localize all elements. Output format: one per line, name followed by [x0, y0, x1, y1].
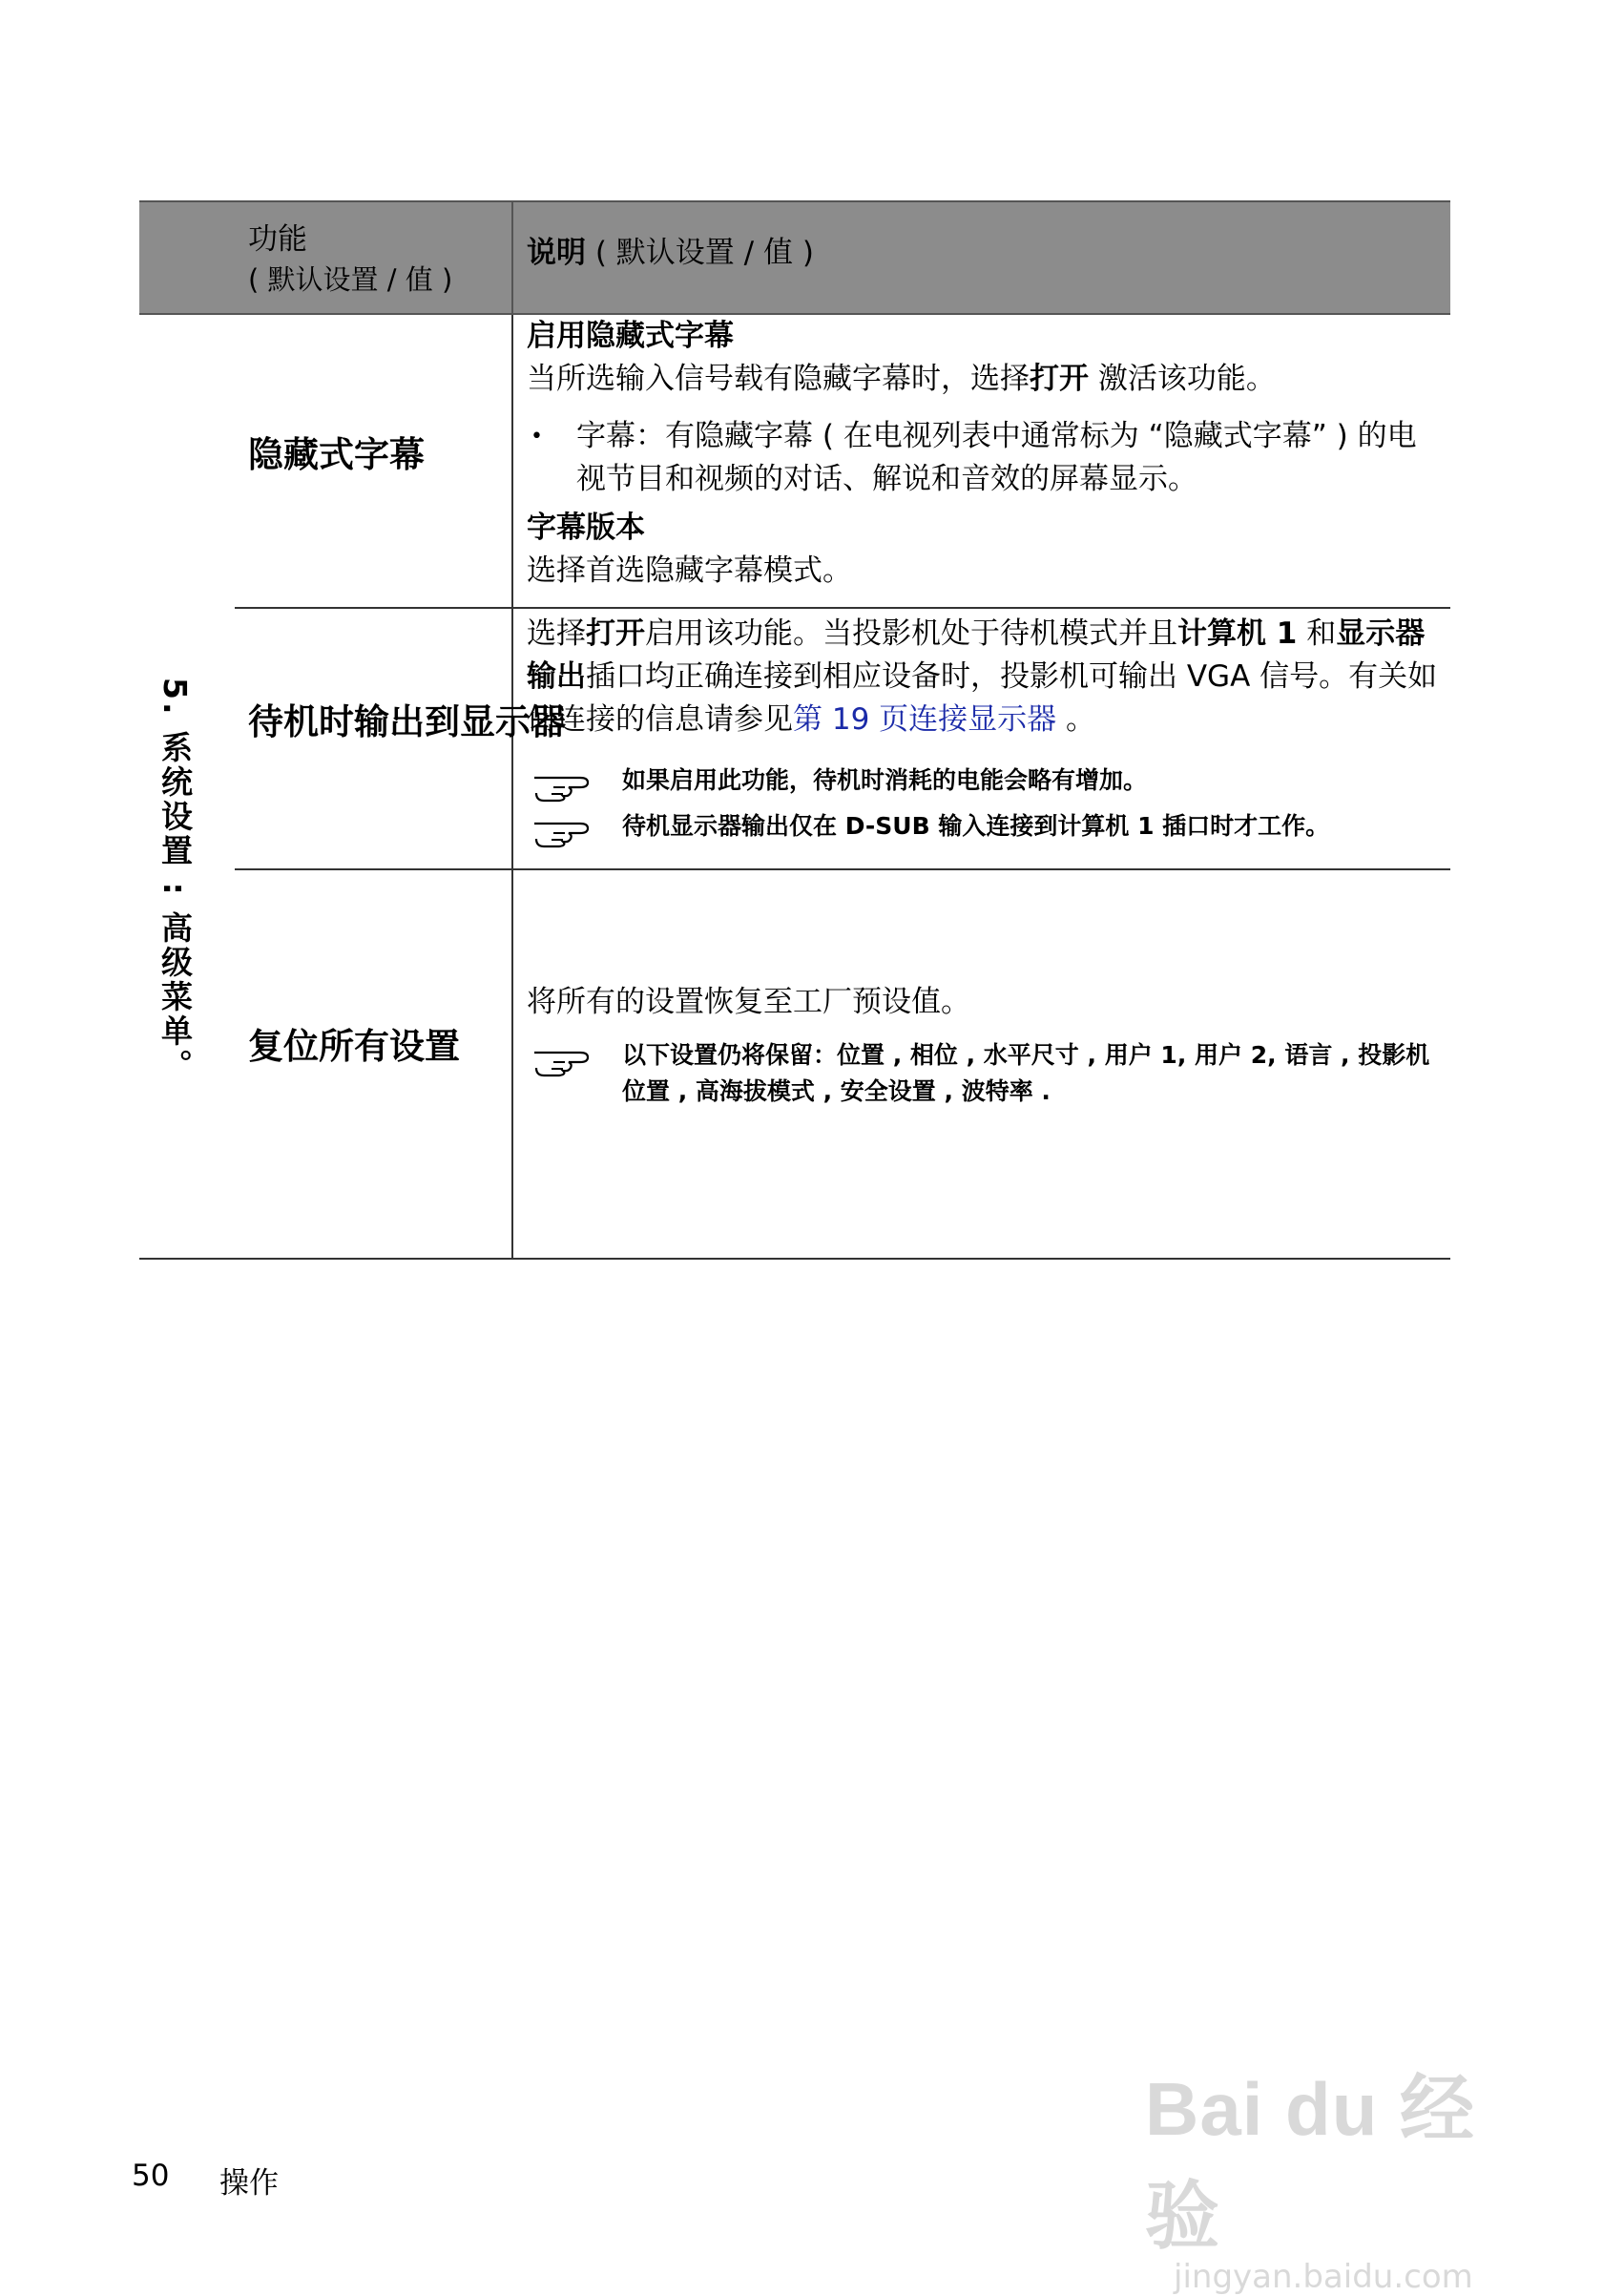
function-reset-all: 复位所有设置 [248, 1026, 460, 1067]
pointing-hand-icon [531, 810, 597, 852]
table-body [139, 315, 1450, 1260]
section-label: 5. 系统设置 : 高级菜单。 [156, 678, 194, 1084]
text-standby-monitor-out: 选择打开启用该功能。当投影机处于待机模式并且计算机 1 和显示器输出插口均正确连接到相应设备时，投影机可输出 VGA 信号。有关如何连接的信息请参见第 19 页连接显示器 。 [527, 616, 1438, 737]
row-separator [235, 607, 1450, 609]
text-caption-version: 选择首选隐藏字幕模式。 [527, 553, 852, 588]
settings-table [139, 200, 1450, 1260]
text-enable-caption: 当所选输入信号载有隐藏字幕时，选择打开 激活该功能。 [527, 362, 1276, 396]
description-closed-caption [527, 315, 1443, 593]
watermark-brand: Bai du 经验 [1145, 2067, 1476, 2258]
text-reset-all: 将所有的设置恢复至工厂预设值。 [527, 985, 970, 1019]
pointing-hand-icon [531, 1039, 597, 1081]
note-retained-settings: 以下设置仍将保留：位置 , 相位 , 水平尺寸 , 用户 1, 用户 2, 语言 , 投影机位置 , 高海拔模式 , 安全设置 , 波特率 . [527, 1037, 1443, 1110]
note-power-consumption: 如果启用此功能，待机时消耗的电能会略有增加。 [527, 762, 1443, 799]
header-description-subtitle: ( 默认设置 / 值 ) [594, 236, 814, 270]
description-standby-monitor-out [527, 613, 1443, 845]
function-closed-caption: 隐藏式字幕 [248, 434, 425, 475]
footer-section: 操作 [219, 2166, 279, 2201]
heading-caption-version: 字幕版本 [527, 511, 645, 545]
function-standby-monitor-out: 待机时输出到显示器 [248, 701, 566, 742]
header-function-subtitle: ( 默认设置 / 值 ) [248, 263, 453, 296]
baidu-watermark [1145, 2050, 1527, 2296]
header-function-column [248, 219, 452, 300]
bullet-caption-definition: • 字幕：有隐藏字幕 ( 在电视列表中通常标为 “隐藏式字幕” ) 的电视节目和视频的对话、解说和音效的屏幕显示。 [527, 415, 1443, 501]
header-divider [511, 202, 513, 313]
header-description-title: 说明 [527, 236, 586, 270]
heading-enable-caption: 启用隐藏式字幕 [527, 319, 734, 353]
bullet-icon: • [531, 425, 543, 449]
page-number: 50 [132, 2159, 170, 2193]
table-header [139, 200, 1450, 315]
pointing-hand-icon [531, 764, 597, 806]
header-description-column [527, 233, 814, 273]
column-divider [511, 315, 513, 1258]
header-function-title: 功能 [248, 222, 307, 257]
watermark-url: jingyan.baidu.com [1174, 2258, 1473, 2296]
row-separator [235, 868, 1450, 870]
link-connect-monitor[interactable]: 第 19 页连接显示器 [793, 702, 1057, 737]
note-dsub-only: 待机显示器输出仅在 D-SUB 输入连接到计算机 1 插口时才工作。 [527, 808, 1443, 845]
description-reset-all [527, 981, 1443, 1110]
